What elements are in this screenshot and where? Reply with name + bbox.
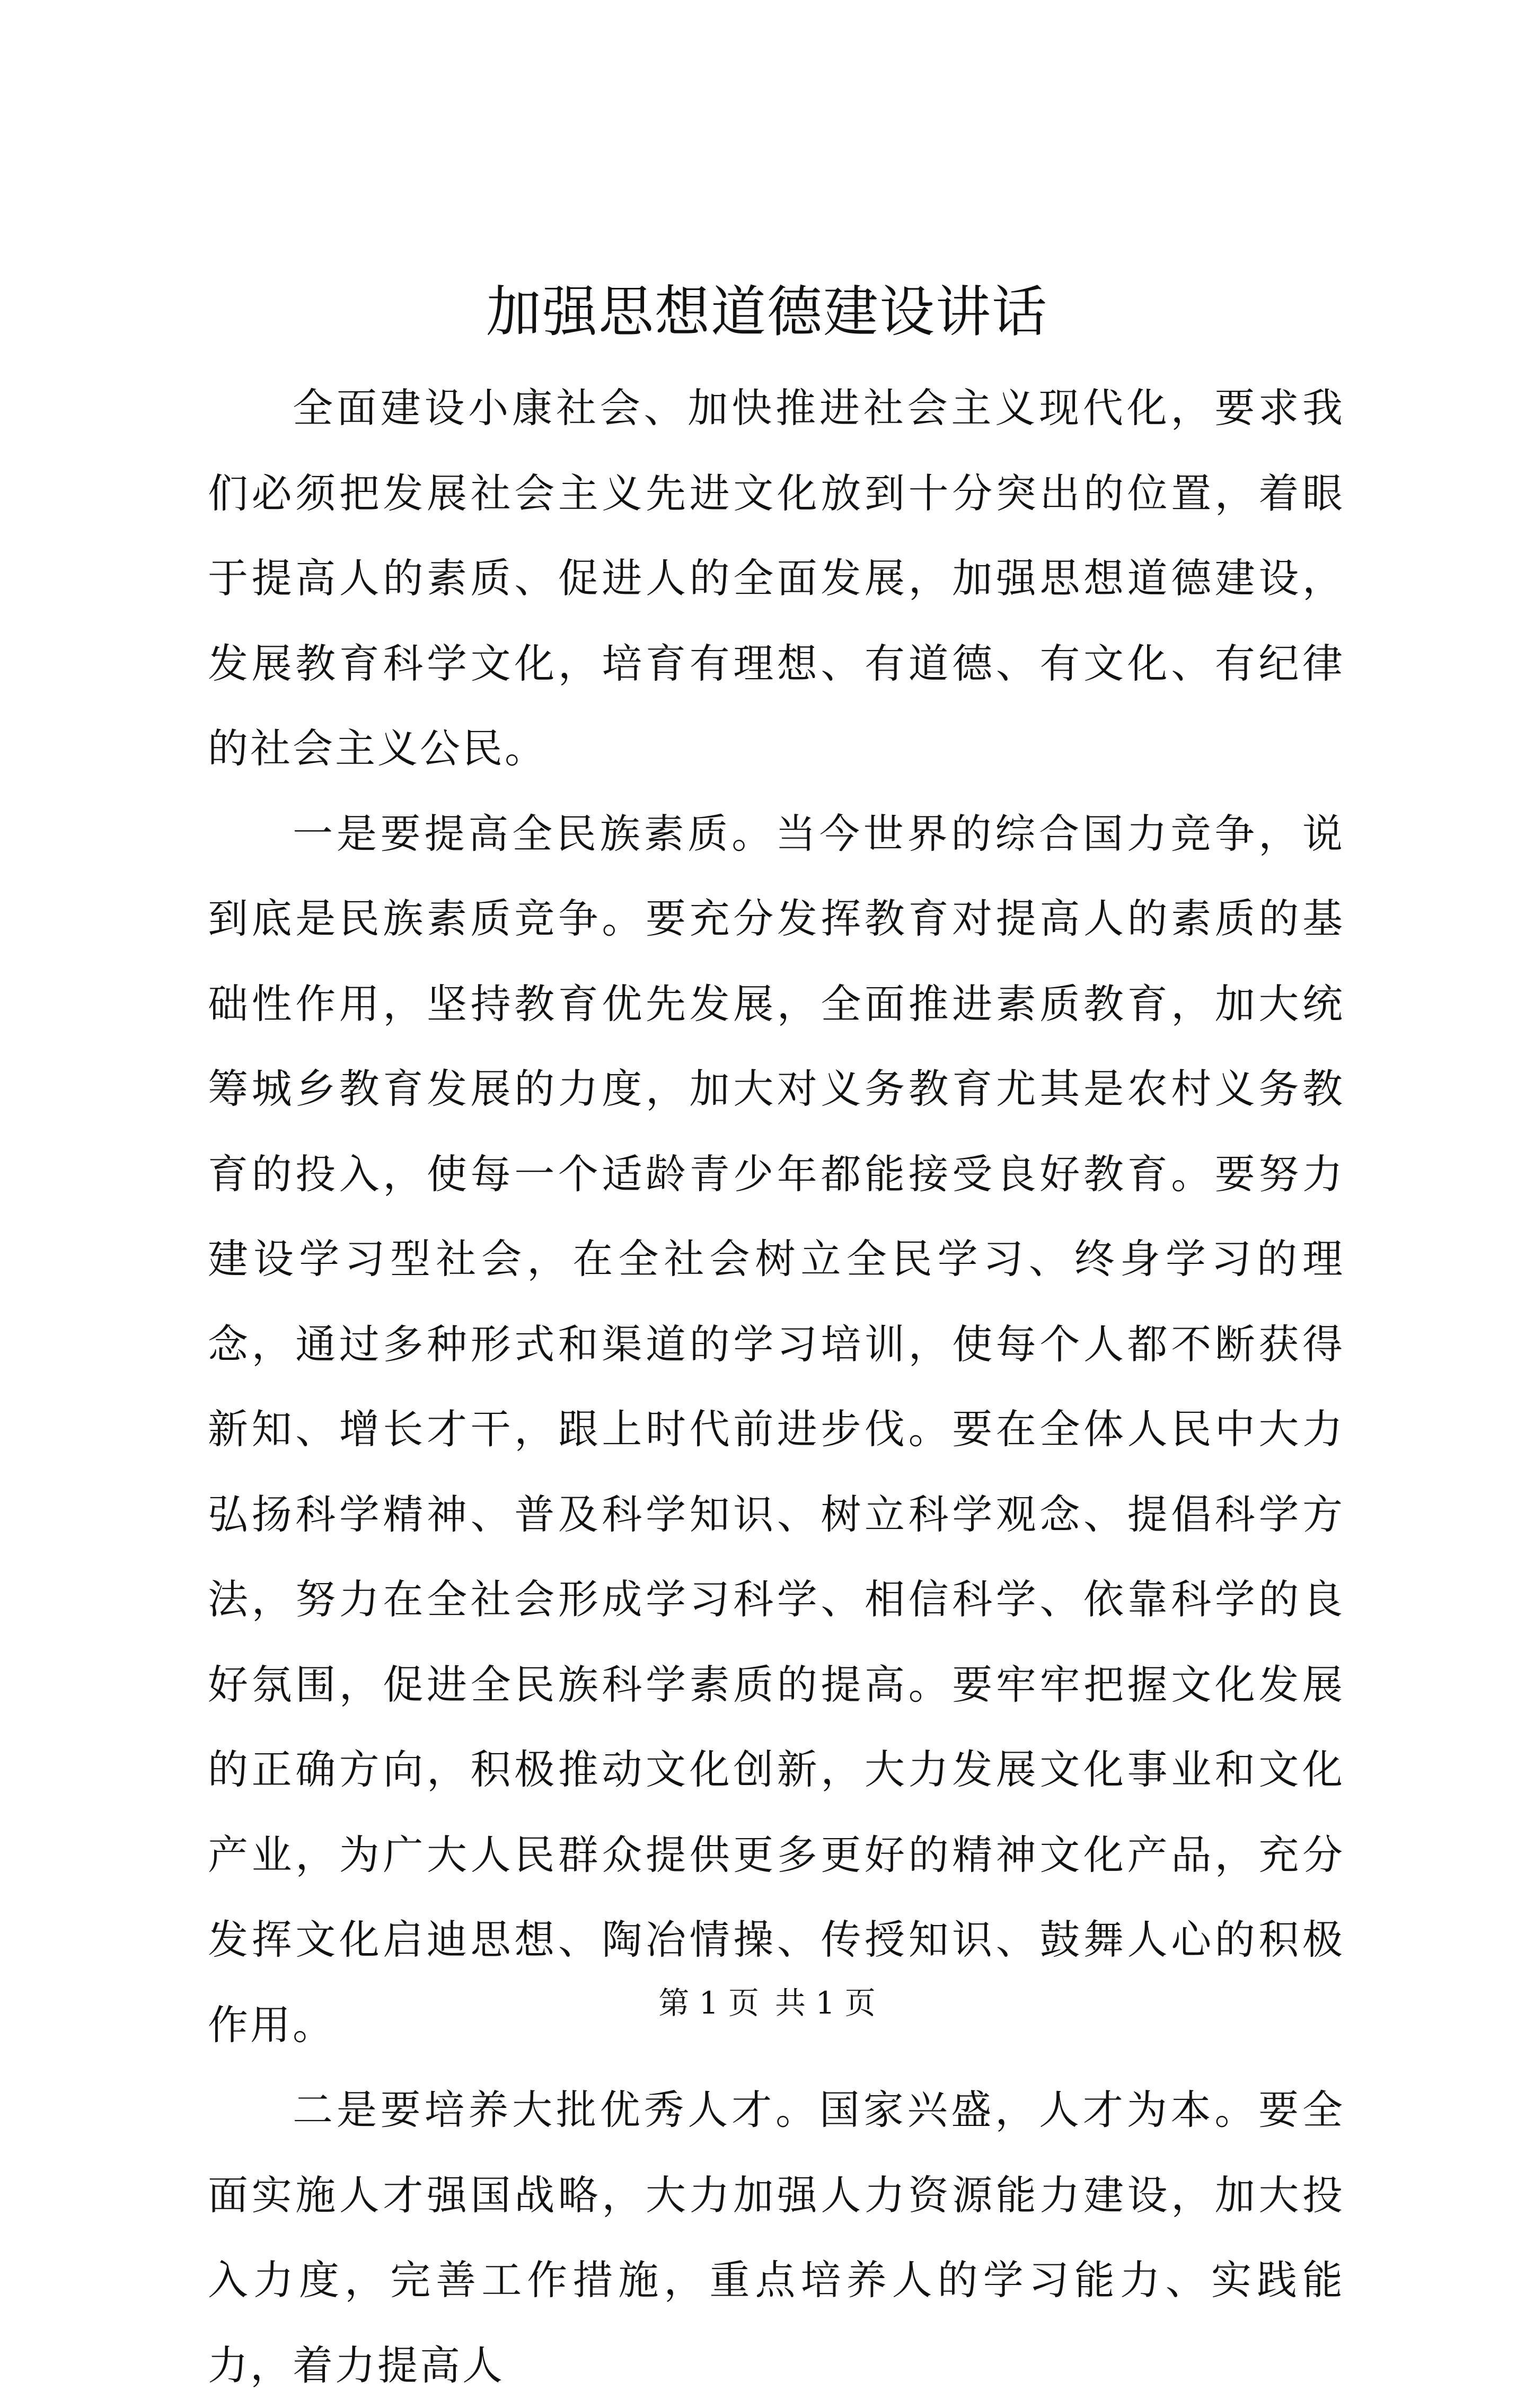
paragraph-intro: 全面建设小康社会、加快推进社会主义现代化，要求我们必须把发展社会主义先进文化放到十分突出的位置，着眼于提高人的素质、促进人的全面发展，加强思想道德建设，发展教育科学文化，培育有理想、有道德、有文化、有纪律的社会主义公民。 <box>208 384 1345 772</box>
document-title: 加强思想道德建设讲话 <box>486 279 1048 344</box>
page-number: 第 1 页 <box>658 1985 759 2021</box>
page-total: 共 1 页 <box>775 1985 876 2021</box>
document-body <box>208 366 1345 2408</box>
paragraph-point-two: 二是要培养大批优秀人才。国家兴盛，人才为本。要全面实施人才强国战略，大力加强人力资源能力建设，加大投入力度，完善工作措施，重点培养人的学习能力、实践能力，着力提高人 <box>208 2086 1345 2389</box>
page-footer <box>0 1982 1534 2024</box>
paragraph-point-one: 一是要提高全民族素质。当今世界的综合国力竞争，说到底是民族素质竞争。要充分发挥教育对提高人的素质的基础性作用，坚持教育优先发展，全面推进素质教育，加大统筹城乡教育发展的力度，加大对义务教育尤其是农村义务教育的投入，使每一个适龄青少年都能接受良好教育。要努力建设学习型社会，在全社会树立全民学习、终身学习的理念，通过多种形式和渠道的学习培训，使每个人都不断获得新知、增长才干，跟上时代前进步伐。要在全体人民中大力弘扬科学精神、普及科学知识、树立科学观念、提倡科学方法，努力在全社会形成学习科学、相信科学、依靠科学的良好氛围，促进全民族科学素质的提高。要牢牢把握文化发展的正确方向，积极推动文化创新，大力发展文化事业和文化产业，为广大人民群众提供更多更好的精神文化产品，充分发挥文化启迪思想、陶冶情操、传授知识、鼓舞人心的积极作用。 <box>208 810 1345 2049</box>
